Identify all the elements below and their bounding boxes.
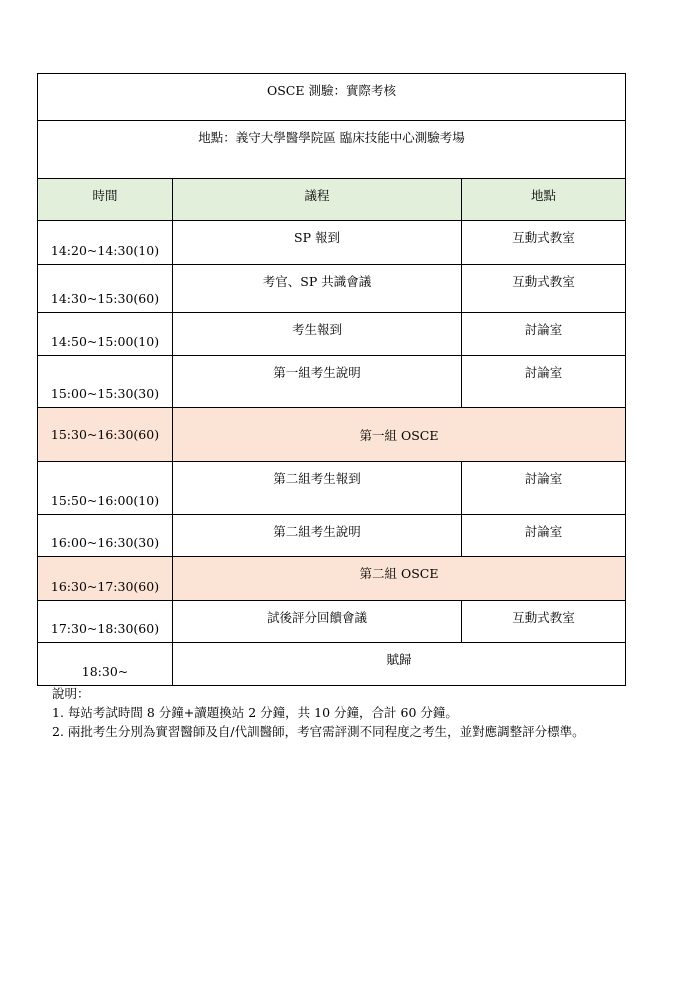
agenda-cell: 試後評分回饋會議	[173, 601, 462, 643]
location-row	[38, 121, 626, 179]
table-row	[38, 313, 626, 356]
time-cell: 18:30~	[38, 643, 173, 686]
agenda-cell: 考官、SP 共識會議	[173, 265, 462, 313]
place-cell: 討論室	[462, 462, 626, 515]
agenda-cell: 考生報到	[173, 313, 462, 356]
place-cell: 互動式教室	[462, 265, 626, 313]
time-cell: 15:00~15:30(30)	[38, 356, 173, 408]
agenda-cell: SP 報到	[173, 221, 462, 265]
time-cell: 14:20~14:30(10)	[38, 221, 173, 265]
table-row	[38, 221, 626, 265]
agenda-cell: 第二組考生說明	[173, 515, 462, 557]
location-text: 地點：義守大學醫學院區 臨床技能中心測驗考場	[38, 121, 626, 179]
column-header-place: 地點	[462, 179, 626, 221]
header-row	[38, 179, 626, 221]
column-header-time: 時間	[38, 179, 173, 221]
time-cell: 16:30~17:30(60)	[38, 557, 173, 601]
time-cell: 15:30~16:30(60)	[38, 408, 173, 462]
place-cell: 互動式教室	[462, 221, 626, 265]
table-row	[38, 515, 626, 557]
schedule-table	[37, 73, 626, 686]
time-cell: 17:30~18:30(60)	[38, 601, 173, 643]
place-cell: 互動式教室	[462, 601, 626, 643]
time-cell: 14:30~15:30(60)	[38, 265, 173, 313]
note-item: 1. 每站考試時間 8 分鐘+讀題換站 2 分鐘，共 10 分鐘，合計 60 分鐘。	[52, 705, 458, 720]
agenda-cell: 第一組考生說明	[173, 356, 462, 408]
title-row	[38, 74, 626, 121]
table-row-osce	[38, 557, 626, 601]
table-row	[38, 462, 626, 515]
notes-heading: 說明：	[52, 686, 90, 701]
place-cell: 討論室	[462, 356, 626, 408]
time-cell: 14:50~15:00(10)	[38, 313, 173, 356]
table-row	[38, 643, 626, 686]
agenda-cell: 第二組考生報到	[173, 462, 462, 515]
place-cell: 討論室	[462, 313, 626, 356]
agenda-cell: 賦歸	[173, 643, 626, 686]
table-row	[38, 265, 626, 313]
agenda-cell: 第一組 OSCE	[173, 408, 626, 462]
page-title: OSCE 測驗：實際考核	[38, 74, 626, 121]
time-cell: 16:00~16:30(30)	[38, 515, 173, 557]
table-row-osce	[38, 408, 626, 462]
agenda-cell: 第二組 OSCE	[173, 557, 626, 601]
notes-section	[52, 684, 585, 741]
place-cell: 討論室	[462, 515, 626, 557]
note-item: 2. 兩批考生分別為實習醫師及自/代訓醫師，考官需評測不同程度之考生，並對應調整評分標準。	[52, 724, 585, 739]
column-header-agenda: 議程	[173, 179, 462, 221]
time-cell: 15:50~16:00(10)	[38, 462, 173, 515]
table-row	[38, 601, 626, 643]
table-row	[38, 356, 626, 408]
